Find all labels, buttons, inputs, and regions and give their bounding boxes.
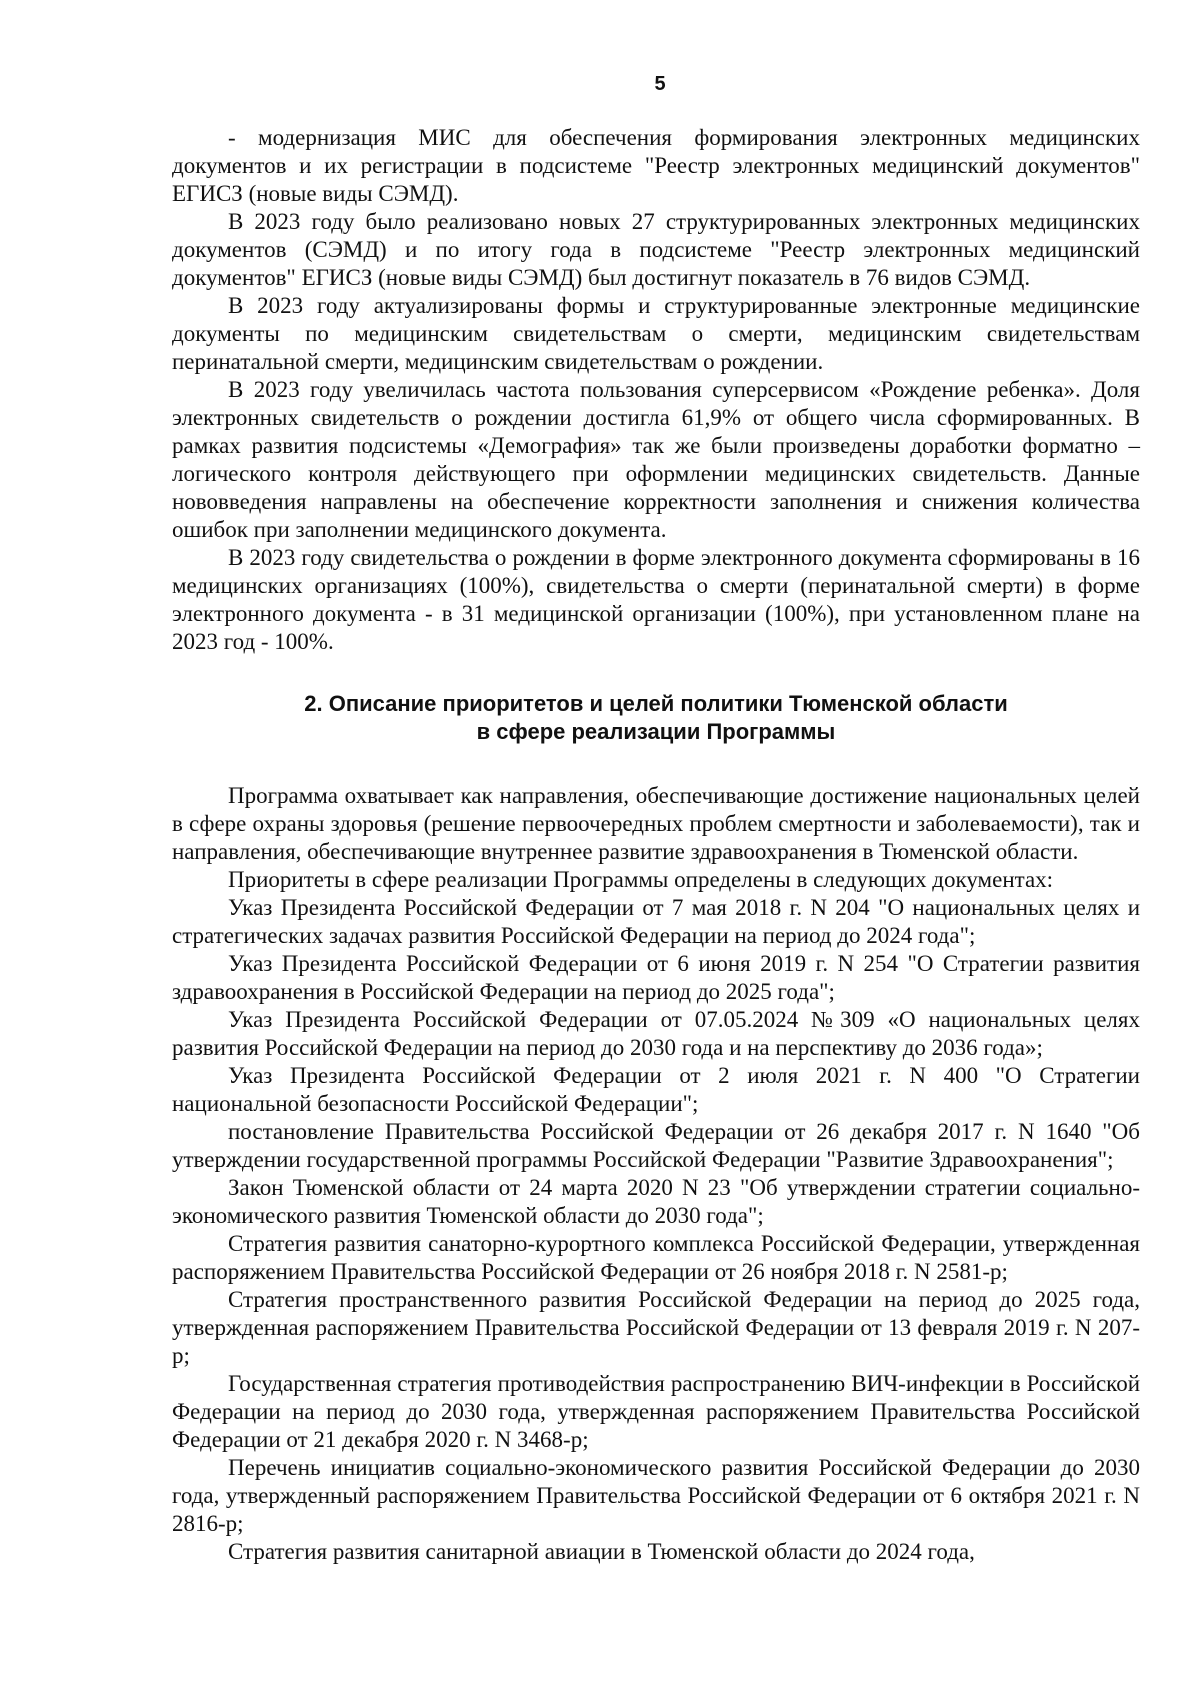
paragraph: Приоритеты в сфере реализации Программы определены в следующих документах: [228,867,1054,892]
paragraph: В 2023 году увеличилась частота пользования суперсервисом «Рождение ребенка». Доля электронных свидетельств о рождении достигла 61,9% от общего числа сформированных. В рамках развития подсистемы «Демография» так же были произведены доработки форматно – логического контроля действующего при оформлении медицинских свидетельств. Данные нововведения направлены на обеспечение корректности заполнения и снижения количества ошибок при заполнении медицинского документа. [172,377,1140,542]
paragraph: В 2023 году было реализовано новых 27 структурированных электронных медицинских документов (СЭМД) и по итогу года в подсистеме "Реестр электронных медицинский документов" ЕГИСЗ (новые виды СЭМД) был достигнут показатель в 76 видов СЭМД. [172,209,1140,290]
spacer [172,746,1140,782]
paragraph: В 2023 году актуализированы формы и структурированные электронные медицинские документы по медицинским свидетельствам о смерти, медицинским свидетельствам перинатальной смерти, медицинским свидетельствам о рождении. [172,293,1140,374]
list-item: Стратегия пространственного развития Российской Федерации на период до 2025 года, утвержденная распоряжением Правительства Российской Федерации от 13 февраля 2019 г. N 207-р; [172,1287,1140,1368]
list-item: Указ Президента Российской Федерации от 6 июня 2019 г. N 254 "О Стратегии развития здравоохранения в Российской Федерации на период до 2025 года"; [172,951,1140,1004]
list-item: постановление Правительства Российской Федерации от 26 декабря 2017 г. N 1640 "Об утверждении государственной программы Российской Федерации "Развитие Здравоохранения"; [172,1119,1140,1172]
paragraph: В 2023 году свидетельства о рождении в форме электронного документа сформированы в 16 медицинских организациях (100%), свидетельства о смерти (перинатальной смерти) в форме электронного документа - в 31 медицинской организации (100%), при установленном плане на 2023 год - 100%. [172,545,1140,654]
section-heading-line: 2. Описание приоритетов и целей политики Тюменской области [304,691,1008,716]
page-number: 5 [654,73,666,95]
list-item: Указ Президента Российской Федерации от 07.05.2024 №309 «О национальных целях развития Российской Федерации на период до 2030 года и на перспективу до 2036 года»; [172,1007,1140,1060]
section-heading-line: в сфере реализации Программы [476,719,836,744]
list-item: Указ Президента Российской Федерации от 2 июля 2021 г. N 400 "О Стратегии национальной безопасности Российской Федерации"; [172,1063,1140,1116]
list-item: Государственная стратегия противодействия распространению ВИЧ-инфекции в Российской Федерации на период до 2030 года, утвержденная распоряжением Правительства Российской Федерации от 21 декабря 2020 г. N 3468-р; [172,1371,1140,1452]
paragraph: - модернизация МИС для обеспечения формирования электронных медицинских документов и их регистрации в подсистеме "Реестр электронных медицинский документов" ЕГИСЗ (новые виды СЭМД). [172,125,1140,206]
document-body [172,124,1140,1566]
section-heading [172,690,1140,746]
list-item: Перечень инициатив социально-экономического развития Российской Федерации до 2030 года, утвержденный распоряжением Правительства Российской Федерации от 6 октября 2021 г. N 2816-р; [172,1455,1140,1536]
list-item: Указ Президента Российской Федерации от 7 мая 2018 г. N 204 "О национальных целях и стратегических задачах развития Российской Федерации на период до 2024 года"; [172,895,1140,948]
list-item: Стратегия развития санаторно-курортного комплекса Российской Федерации, утвержденная распоряжением Правительства Российской Федерации от 26 ноября 2018 г. N 2581-р; [172,1231,1140,1284]
list-item: Стратегия развития санитарной авиации в Тюменской области до 2024 года, [228,1539,975,1564]
paragraph: Программа охватывает как направления, обеспечивающие достижение национальных целей в сфере охраны здоровья (решение первоочередных проблем смертности и заболеваемости), так и направления, обеспечивающие внутреннее развитие здравоохранения в Тюменской области. [172,783,1140,864]
list-item: Закон Тюменской области от 24 марта 2020 N 23 "Об утверждении стратегии социально-экономического развития Тюменской области до 2030 года"; [172,1175,1140,1228]
